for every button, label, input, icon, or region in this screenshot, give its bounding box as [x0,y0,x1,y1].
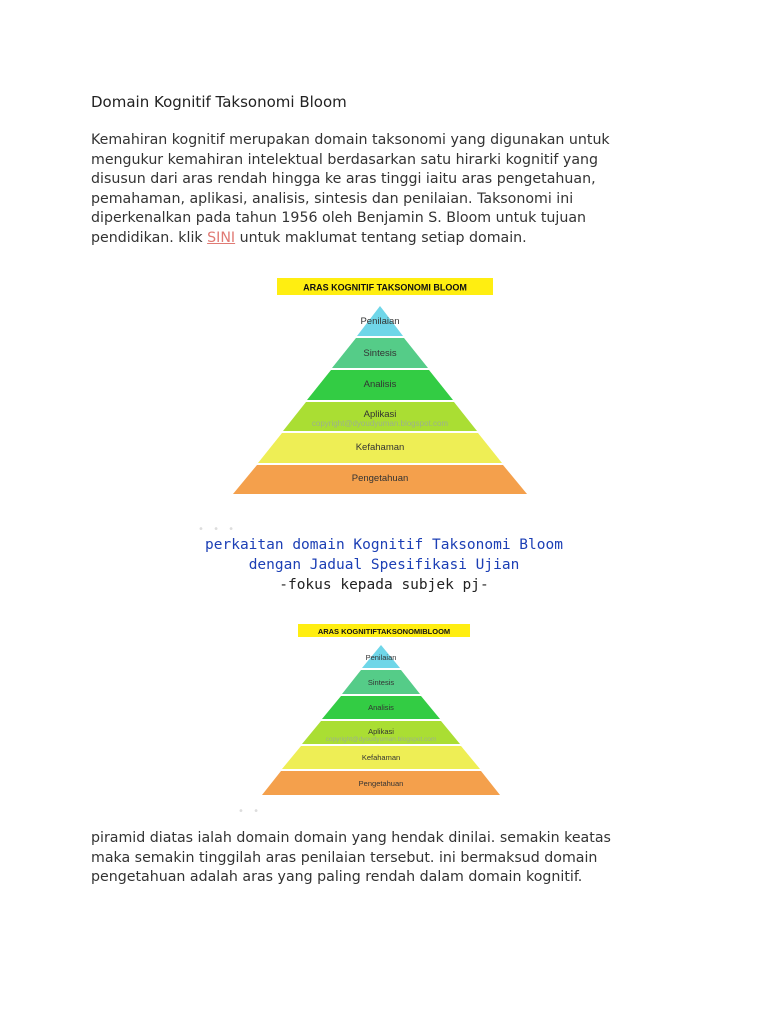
conclusion-paragraph [91,829,691,888]
intro-line: disusun dari aras rendah hingga ke aras tinggi iaitu aras pengetahuan, [91,171,596,187]
level-label: Penilaian [360,316,400,327]
conclusion-line: pengetahuan adalah aras yang paling rendah dalam domain kognitif. [91,869,583,885]
pyramid-levels [233,306,527,494]
decorative-dots: • • • [198,524,238,535]
level-label: Aplikasi [368,727,394,736]
intro-line: Kemahiran kognitif merupakan domain taksonomi yang digunakan untuk [91,132,610,148]
bloom-pyramid-image-1 [230,276,530,496]
level-label: Sintesis [363,348,397,359]
pyramid-banner-text: ARAS KOGNITIF TAKSONOMI BLOOM [303,282,467,293]
intro-last-suffix: untuk maklumat tentang setiap domain. [235,229,527,246]
level-label: Pengetahuan [358,779,404,788]
subtitle-line: dengan Jadual Spesifikasi Ujian [248,557,520,573]
level-label: Analisis [368,703,394,712]
conclusion-line: maka semakin tinggilah aras penilaian tersebut. ini bermaksud domain [91,849,598,866]
watermark-text: copyright@dyoudyuman.blogspot.com [325,736,437,743]
conclusion-line: piramid diatas ialah domain domain yang hendak dinilai. semakin keatas [91,830,611,846]
level-label: Sintesis [367,678,395,687]
sini-link[interactable]: SINI [207,229,236,246]
pyramid-levels [262,645,500,795]
intro-line: mengukur kemahiran intelektual berdasarkan satu hirarki kognitif yang [91,151,599,168]
level-label: Pengetahuan [351,473,409,484]
level-label: Kefahaman [355,442,405,453]
subtitle-block [0,535,768,595]
pyramid-banner-text: ARAS KOGNITIFTAKSONOMIBLOOM [317,627,451,636]
level-label: Aplikasi [363,409,397,420]
intro-line: pemahaman, aplikasi, analisis, sintesis dan penilaian. Taksonomi ini [91,190,574,207]
bloom-pyramid-image-2 [260,620,502,800]
level-label: Kefahaman [361,753,401,762]
watermark-text: copyright@dyoudyuman.blogspot.com [311,419,449,428]
subtitle-line: perkaitan domain Kognitif Taksonomi Bloom [205,537,563,553]
intro-last-prefix: pendidikan. klik [91,229,208,246]
level-label: Penilaian [365,653,397,662]
intro-line: diperkenalkan pada tahun 1956 oleh Benjamin S. Bloom untuk tujuan [91,210,587,226]
decorative-dots: • • [238,806,262,817]
intro-paragraph [91,131,691,248]
intro-line-last [91,229,691,249]
subtitle-line: -fokus kepada subjek pj- [279,577,489,593]
level-label: Analisis [363,379,397,390]
page-title: Domain Kognitif Taksonomi Bloom [91,93,347,111]
